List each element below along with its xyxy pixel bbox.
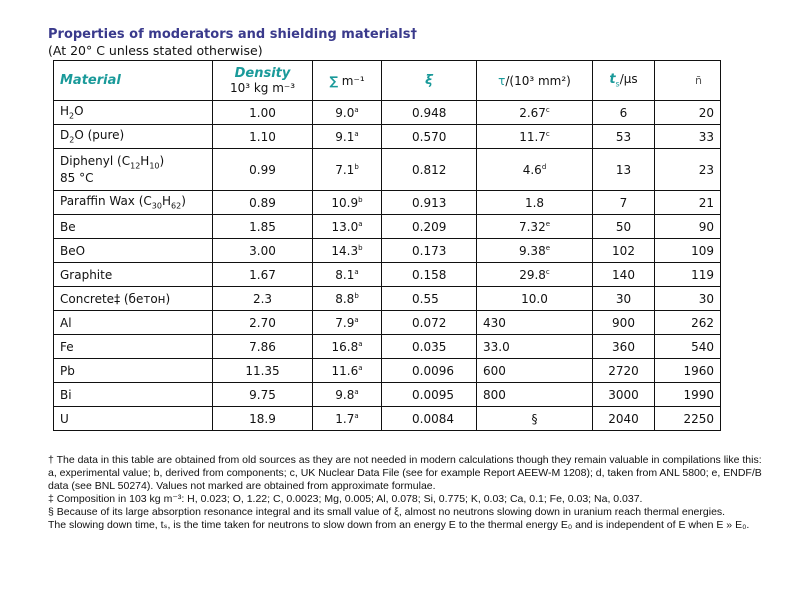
material-text: H — [161, 194, 172, 209]
table-row — [54, 311, 721, 335]
sigma-value: 10.9 — [331, 195, 359, 210]
material-text: ) — [159, 154, 165, 169]
xi-cell — [382, 101, 477, 125]
xi-cell — [382, 263, 477, 287]
nbar-value: 109 — [691, 243, 714, 258]
xi-value: 0.570 — [412, 129, 447, 144]
sigma-value: 7.1 — [335, 162, 355, 177]
material-text: BeO — [60, 243, 86, 258]
table-row — [54, 359, 721, 383]
material-text: O — [74, 104, 84, 119]
nbar-cell — [655, 215, 721, 239]
nbar-cell — [655, 125, 721, 149]
ts-cell — [593, 125, 655, 149]
material-cell — [54, 125, 213, 149]
ts-value: 50 — [615, 219, 632, 234]
material-text: U — [60, 411, 69, 426]
ts-cell — [593, 101, 655, 125]
density-cell — [213, 407, 313, 431]
density-value: 1.85 — [249, 219, 276, 234]
xi-value: 0.55 — [412, 291, 439, 306]
header-density-label: Density — [234, 66, 291, 81]
nbar-cell — [655, 311, 721, 335]
nbar-value: 540 — [691, 339, 714, 354]
table-row — [54, 101, 721, 125]
material-text: 2 — [69, 111, 75, 121]
density-value: 0.89 — [249, 195, 276, 210]
material-cell — [54, 287, 213, 311]
header-density-unit: 10³ kg m⁻³ — [229, 81, 296, 95]
xi-cell — [382, 149, 477, 191]
density-value: 1.10 — [249, 129, 276, 144]
density-cell — [213, 263, 313, 287]
sigma-note: b — [354, 162, 359, 171]
tau-cell — [477, 359, 593, 383]
xi-cell — [382, 239, 477, 263]
ts-cell — [593, 239, 655, 263]
header-ts-sub: s — [615, 79, 620, 89]
footnote-dagger: † The data in this table are obtained from old sources as they are not needed in modern calculations though they remain valuable in compilations like this: a, experimental value; b, derived from components; c, UK Nuclear Data File (see for example Report AEEW-M 1208); d, taken from ANL 5800; e, ENDF/B data (see BNL 50274). Values not marked are obtained from approximate formulae. — [48, 454, 762, 492]
sigma-note: a — [354, 267, 359, 276]
header-ts-unit: /µs — [619, 72, 638, 87]
ts-value: 3000 — [608, 387, 639, 402]
header-ts-symbol: t — [609, 72, 616, 88]
xi-value: 0.072 — [412, 315, 447, 330]
ts-cell — [593, 215, 655, 239]
header-nbar — [655, 61, 721, 101]
ts-cell — [593, 383, 655, 407]
density-value: 2.3 — [252, 291, 273, 306]
tau-cell — [477, 215, 593, 239]
nbar-cell — [655, 263, 721, 287]
nbar-value: 30 — [698, 291, 714, 306]
xi-cell — [382, 311, 477, 335]
nbar-cell — [655, 239, 721, 263]
sigma-value: 14.3 — [331, 243, 359, 258]
header-material-label: Material — [60, 73, 121, 88]
table-row — [54, 125, 721, 149]
sigma-note: a — [358, 219, 363, 228]
header-xi — [382, 61, 477, 101]
density-cell — [213, 125, 313, 149]
ts-value: 13 — [615, 162, 632, 177]
table-row — [54, 263, 721, 287]
xi-value: 0.173 — [412, 243, 447, 258]
xi-cell — [382, 125, 477, 149]
material-cell — [54, 407, 213, 431]
material-text: Pb — [60, 363, 75, 378]
ts-cell — [593, 359, 655, 383]
ts-cell — [593, 263, 655, 287]
material-text: 30 — [151, 201, 162, 211]
sigma-note: b — [358, 195, 363, 204]
density-cell — [213, 383, 313, 407]
nbar-value: 20 — [698, 105, 714, 120]
ts-value: 6 — [619, 105, 628, 120]
footnote-section: § Because of its large absorption resonance integral and its small value of ξ, almost no neutrons slowing down in uranium reach thermal energies. — [48, 506, 726, 518]
xi-value: 0.158 — [412, 267, 447, 282]
ts-value: 30 — [615, 291, 632, 306]
sigma-value: 1.7 — [335, 411, 355, 426]
tau-value: 7.32 — [518, 219, 546, 234]
properties-table — [53, 60, 721, 431]
tau-value: 800 — [483, 387, 506, 402]
nbar-cell — [655, 407, 721, 431]
ts-cell — [593, 311, 655, 335]
tau-value: 11.7 — [519, 129, 546, 144]
nbar-value: 23 — [698, 162, 714, 177]
sigma-value: 16.8 — [331, 339, 359, 354]
ts-value: 2720 — [608, 363, 639, 378]
footnote-slowing-down: The slowing down time, tₛ, is the time taken for neutrons to slow down from an energy E to the thermal energy E₀ and is independent of E when E » E₀. — [48, 519, 750, 531]
sigma-value: 8.1 — [335, 267, 355, 282]
ts-value: 102 — [612, 243, 635, 258]
header-row — [54, 61, 721, 101]
tau-value: 1.8 — [524, 195, 545, 210]
sigma-value: 7.9 — [335, 315, 355, 330]
density-cell — [213, 101, 313, 125]
header-sigma-unit: m⁻¹ — [337, 73, 365, 88]
nbar-cell — [655, 149, 721, 191]
density-value: 11.35 — [245, 363, 280, 378]
material-text: Graphite — [60, 267, 113, 282]
sigma-value: 9.8 — [335, 387, 355, 402]
sigma-cell — [313, 215, 382, 239]
material-cell — [54, 311, 213, 335]
material-cell — [54, 383, 213, 407]
density-value: 0.99 — [249, 162, 276, 177]
material-text: 85 °C — [60, 170, 94, 185]
ts-cell — [593, 149, 655, 191]
tau-cell — [477, 125, 593, 149]
tau-note: d — [541, 162, 547, 171]
nbar-cell — [655, 383, 721, 407]
material-text: ) — [181, 194, 186, 209]
header-sigma-symbol: ∑ — [329, 73, 338, 88]
xi-value: 0.0084 — [412, 411, 454, 426]
ts-cell — [593, 407, 655, 431]
material-cell — [54, 335, 213, 359]
page-subtitle: (At 20° C unless stated otherwise) — [48, 43, 263, 58]
density-value: 1.00 — [249, 105, 276, 120]
tau-value: § — [531, 411, 538, 426]
nbar-cell — [655, 359, 721, 383]
xi-cell — [382, 407, 477, 431]
ts-value: 7 — [619, 195, 628, 210]
header-tau-unit: /(10³ mm²) — [505, 73, 571, 88]
tau-value: 600 — [483, 363, 506, 378]
material-text: 2 — [69, 135, 75, 145]
tau-note: c — [545, 105, 550, 114]
sigma-value: 13.0 — [331, 219, 359, 234]
ts-value: 53 — [615, 129, 632, 144]
sigma-value: 9.0 — [335, 105, 355, 120]
table-row — [54, 215, 721, 239]
sigma-cell — [313, 311, 382, 335]
sigma-value: 8.8 — [335, 291, 355, 306]
tau-value: 10.0 — [521, 291, 548, 306]
sigma-note: a — [354, 105, 359, 114]
sigma-cell — [313, 149, 382, 191]
density-value: 7.86 — [249, 339, 276, 354]
tau-cell — [477, 149, 593, 191]
sigma-cell — [313, 359, 382, 383]
material-text: Diphenyl (C — [60, 154, 131, 169]
sigma-cell — [313, 125, 382, 149]
material-text: Bi — [60, 387, 72, 402]
header-sigma — [313, 61, 382, 101]
density-cell — [213, 311, 313, 335]
density-value: 1.67 — [249, 267, 276, 282]
material-text: H — [140, 154, 150, 169]
sigma-cell — [313, 263, 382, 287]
tau-cell — [477, 311, 593, 335]
density-cell — [213, 287, 313, 311]
material-text: 12 — [130, 161, 141, 171]
xi-cell — [382, 335, 477, 359]
xi-cell — [382, 215, 477, 239]
nbar-cell — [655, 335, 721, 359]
ts-value: 2040 — [608, 411, 639, 426]
header-tau-symbol: τ — [498, 73, 506, 88]
nbar-cell — [655, 287, 721, 311]
nbar-value: 90 — [698, 219, 714, 234]
header-ts — [593, 61, 655, 101]
xi-cell — [382, 359, 477, 383]
material-cell — [54, 359, 213, 383]
material-text: Al — [60, 315, 72, 330]
density-cell — [213, 239, 313, 263]
ts-cell — [593, 287, 655, 311]
material-cell — [54, 215, 213, 239]
sigma-note: a — [354, 411, 359, 420]
header-density — [213, 61, 313, 101]
header-tau — [477, 61, 593, 101]
nbar-value: 1990 — [683, 387, 714, 402]
nbar-value: 119 — [691, 267, 714, 282]
xi-cell — [382, 191, 477, 215]
density-value: 3.00 — [249, 243, 276, 258]
sigma-cell — [313, 287, 382, 311]
xi-value: 0.0095 — [412, 387, 454, 402]
table-row — [54, 335, 721, 359]
nbar-value: 21 — [698, 195, 714, 210]
material-text: O (pure) — [74, 128, 125, 143]
tau-note: c — [545, 129, 550, 138]
table-row — [54, 191, 721, 215]
table-row — [54, 383, 721, 407]
tau-value: 29.8 — [519, 267, 546, 282]
tau-value: 430 — [483, 315, 506, 330]
nbar-value: 2250 — [683, 411, 714, 426]
material-text: H — [60, 104, 70, 119]
page-title: Properties of moderators and shielding materials† — [48, 27, 417, 42]
ts-cell — [593, 335, 655, 359]
sigma-note: a — [358, 339, 363, 348]
density-cell — [213, 149, 313, 191]
tau-cell — [477, 407, 593, 431]
density-cell — [213, 335, 313, 359]
sigma-value: 11.6 — [331, 363, 359, 378]
tau-cell — [477, 383, 593, 407]
tau-cell — [477, 287, 593, 311]
nbar-value: 1960 — [683, 363, 714, 378]
table-row — [54, 407, 721, 431]
density-cell — [213, 191, 313, 215]
material-cell — [54, 101, 213, 125]
density-value: 2.70 — [249, 315, 276, 330]
material-text: Fe — [60, 339, 74, 354]
sigma-cell — [313, 407, 382, 431]
tau-cell — [477, 101, 593, 125]
material-cell — [54, 191, 213, 215]
material-text: D — [60, 128, 70, 143]
tau-value: 2.67 — [519, 105, 546, 120]
tau-note: c — [545, 267, 550, 276]
xi-cell — [382, 383, 477, 407]
xi-value: 0.913 — [412, 195, 447, 210]
material-text: Be — [60, 219, 76, 234]
ts-value: 360 — [612, 339, 635, 354]
density-cell — [213, 215, 313, 239]
material-text: Paraffin Wax (C — [60, 194, 152, 209]
density-cell — [213, 359, 313, 383]
sigma-value: 9.1 — [335, 129, 355, 144]
xi-value: 0.948 — [412, 105, 447, 120]
sigma-note: a — [354, 315, 359, 324]
sigma-note: b — [358, 243, 363, 252]
xi-value: 0.0096 — [412, 363, 454, 378]
footnote-double-dagger: ‡ Composition in 103 kg m⁻³: H, 0.023; O, 1.22; C, 0.0023; Mg, 0.005; Al, 0.078; Si, 0.775; K, 0.03; Ca, 0.1; Fe, 0.03; Na, 0.037. — [48, 493, 643, 505]
tau-note: e — [545, 243, 551, 252]
tau-cell — [477, 239, 593, 263]
density-value: 9.75 — [249, 387, 276, 402]
tau-value: 4.6 — [522, 162, 542, 177]
nbar-value: 262 — [691, 315, 714, 330]
nbar-cell — [655, 101, 721, 125]
sigma-note: a — [354, 129, 359, 138]
tau-cell — [477, 191, 593, 215]
xi-value: 0.035 — [412, 339, 447, 354]
table-row — [54, 149, 721, 191]
tau-cell — [477, 263, 593, 287]
ts-value: 140 — [612, 267, 635, 282]
material-text: Concrete‡ (бетон) — [60, 291, 171, 306]
sigma-cell — [313, 239, 382, 263]
tau-value: 33.0 — [483, 339, 510, 354]
nbar-cell — [655, 191, 721, 215]
header-nbar-symbol: n̄ — [695, 74, 702, 87]
tau-note: e — [545, 219, 551, 228]
xi-value: 0.209 — [412, 219, 447, 234]
ts-cell — [593, 191, 655, 215]
density-value: 18.9 — [249, 411, 276, 426]
footnotes — [48, 454, 768, 532]
ts-value: 900 — [612, 315, 635, 330]
table-row — [54, 239, 721, 263]
tau-cell — [477, 335, 593, 359]
sigma-cell — [313, 383, 382, 407]
nbar-value: 33 — [698, 129, 714, 144]
material-text: 62 — [171, 201, 182, 211]
sigma-note: b — [354, 291, 359, 300]
sigma-note: a — [358, 363, 363, 372]
material-cell — [54, 263, 213, 287]
material-text: 10 — [149, 161, 160, 171]
sigma-cell — [313, 335, 382, 359]
table-row — [54, 287, 721, 311]
xi-cell — [382, 287, 477, 311]
xi-value: 0.812 — [412, 162, 447, 177]
material-cell — [54, 239, 213, 263]
sigma-note: a — [354, 387, 359, 396]
sigma-cell — [313, 191, 382, 215]
header-material — [54, 61, 213, 101]
header-xi-symbol: ξ — [425, 73, 433, 88]
material-cell — [54, 149, 213, 191]
sigma-cell — [313, 101, 382, 125]
tau-value: 9.38 — [518, 243, 546, 258]
